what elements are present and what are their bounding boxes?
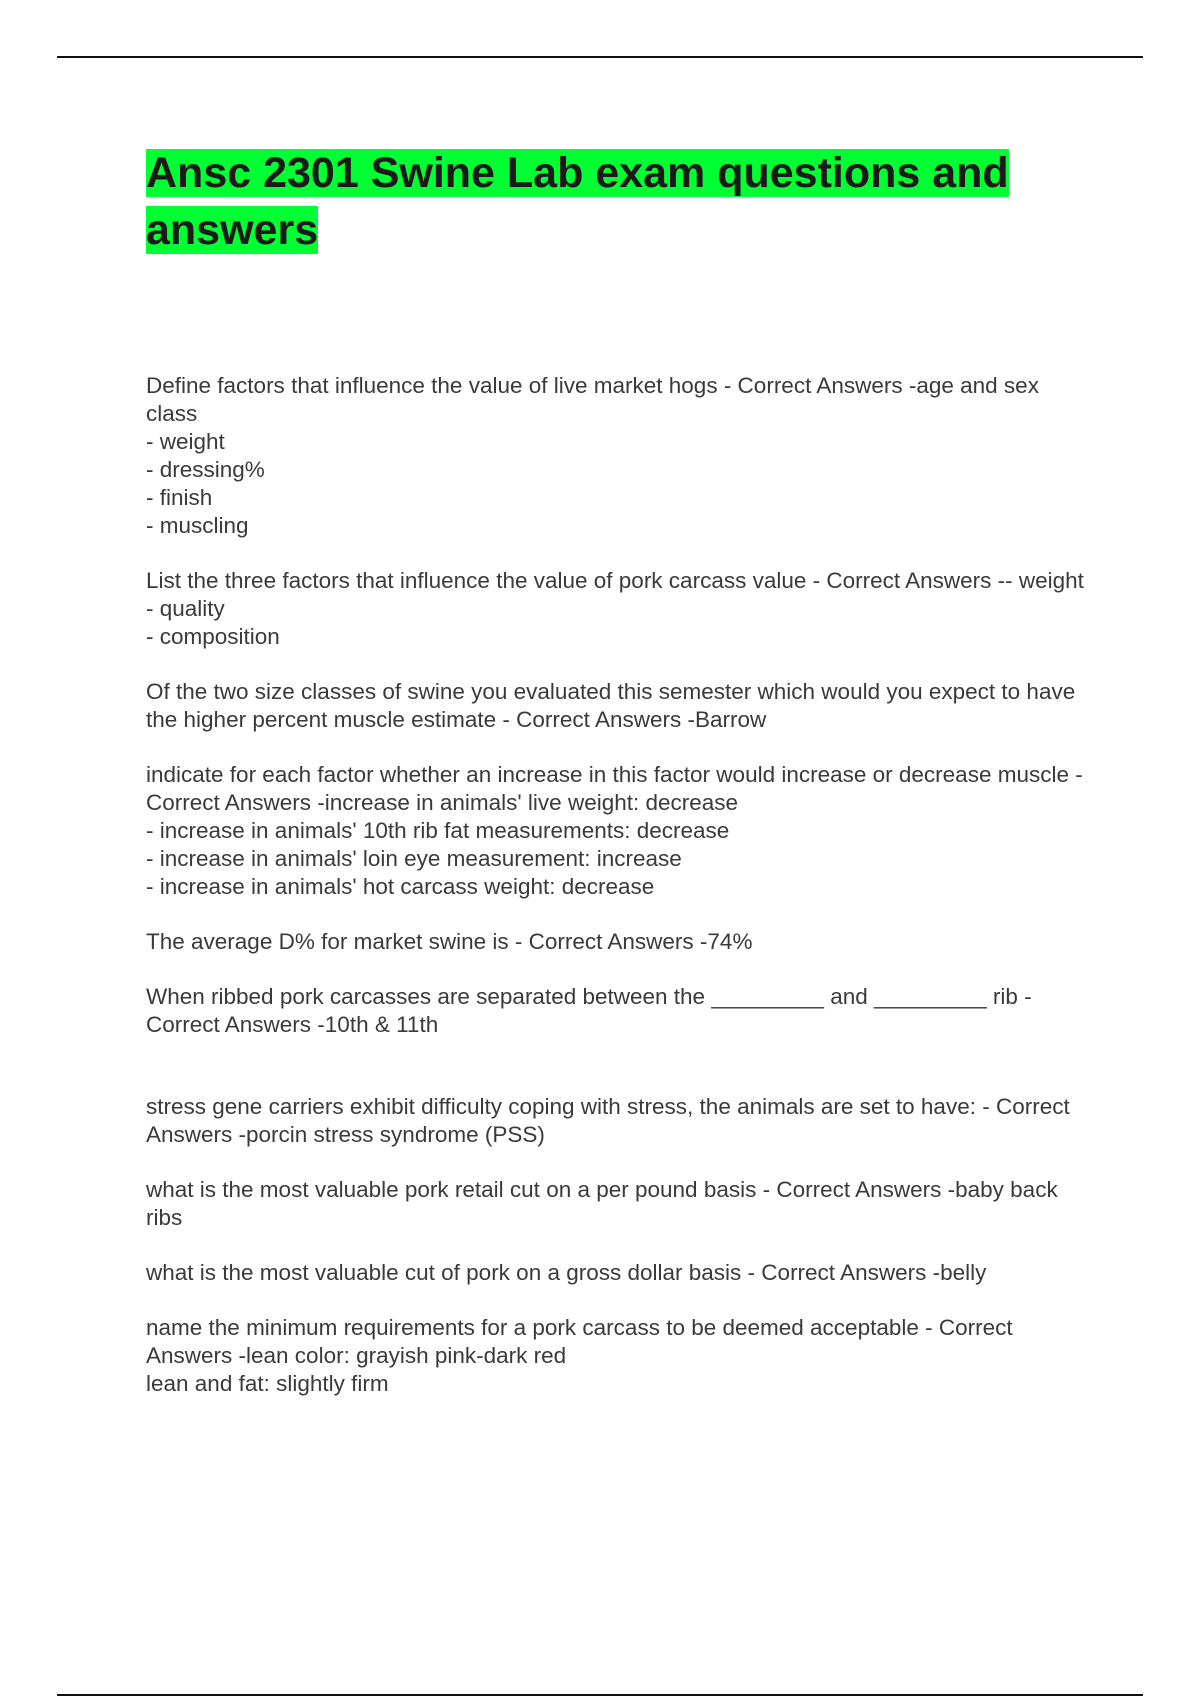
qa-item [146, 983, 1096, 1039]
qa-list [146, 372, 1096, 1398]
qa-line: - composition [146, 624, 280, 649]
qa-line: List the three factors that influence the value of pork carcass value - Correct Answers -- weight [146, 568, 1084, 593]
qa-line: indicate for each factor whether an increase in this factor would increase or decrease muscle - Correct Answers -increase in animals' live weight: decrease [146, 762, 1083, 815]
qa-item [146, 372, 1096, 540]
qa-item [146, 678, 1096, 734]
qa-line: lean and fat: slightly firm [146, 1371, 389, 1396]
qa-line: - increase in animals' loin eye measurement: increase [146, 846, 682, 871]
qa-item [146, 928, 1096, 956]
title-highlight: Ansc 2301 Swine Lab exam questions and answers [146, 149, 1009, 254]
qa-item [146, 1176, 1096, 1232]
qa-item [146, 567, 1096, 651]
document-title [146, 145, 1096, 259]
qa-line: When ribbed pork carcasses are separated between the _________ and _________ rib - Correct Answers -10th & 11th [146, 984, 1032, 1037]
qa-line: - muscling [146, 513, 249, 538]
qa-line: stress gene carriers exhibit difficulty coping with stress, the animals are set to have: - Correct Answers -porcin stress syndrome (PSS) [146, 1094, 1070, 1147]
qa-line: what is the most valuable cut of pork on a gross dollar basis - Correct Answers -belly [146, 1260, 987, 1285]
qa-item [146, 1259, 1096, 1287]
qa-line: - increase in animals' hot carcass weight: decrease [146, 874, 655, 899]
top-rule [57, 56, 1143, 58]
qa-line: what is the most valuable pork retail cut on a per pound basis - Correct Answers -baby back ribs [146, 1177, 1058, 1230]
qa-line: - dressing% [146, 457, 265, 482]
qa-line: - increase in animals' 10th rib fat measurements: decrease [146, 818, 730, 843]
qa-item [146, 1093, 1096, 1149]
document-body [146, 145, 1096, 1425]
qa-item [146, 761, 1096, 901]
qa-item [146, 1314, 1096, 1398]
qa-line: - quality [146, 596, 225, 621]
qa-line: The average D% for market swine is - Correct Answers -74% [146, 929, 753, 954]
qa-line: - weight [146, 429, 225, 454]
bottom-rule [57, 1694, 1143, 1696]
qa-line: name the minimum requirements for a pork carcass to be deemed acceptable - Correct Answers -lean color: grayish pink-dark red [146, 1315, 1013, 1368]
qa-line: Define factors that influence the value of live market hogs - Correct Answers -age and sex class [146, 373, 1039, 426]
qa-line: Of the two size classes of swine you evaluated this semester which would you expect to have the higher percent muscle estimate - Correct Answers -Barrow [146, 679, 1076, 732]
qa-line: - finish [146, 485, 213, 510]
